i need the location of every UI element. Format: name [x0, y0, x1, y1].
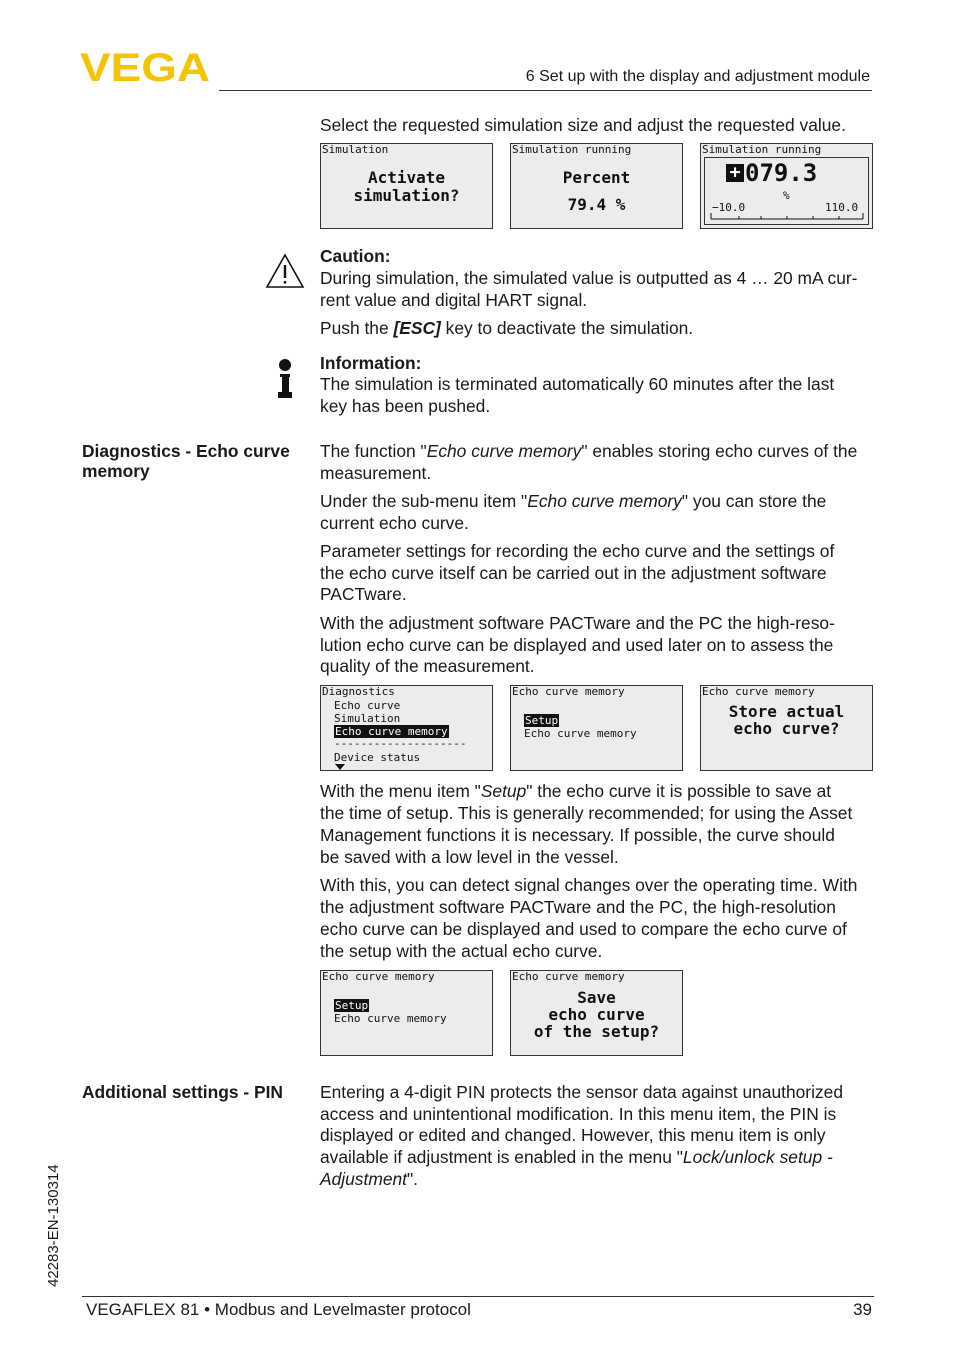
lcd-header: Echo curve memory: [512, 685, 625, 698]
lcd-save-echo: [510, 970, 683, 1056]
em-text: Echo curve memory: [527, 491, 682, 511]
selected-label: Setup: [335, 999, 369, 1012]
menu-item: Device status: [334, 751, 421, 764]
menu-item-selected: [334, 999, 369, 1012]
lcd-line: echo curve: [548, 1005, 645, 1024]
footer-product: VEGAFLEX 81 • Modbus and Levelmaster protocol: [86, 1300, 471, 1319]
echo-p6-line: With this, you can detect signal changes over the operating time. With: [320, 875, 858, 895]
em-text: Echo curve memory: [426, 441, 582, 461]
menu-item-selected: [524, 714, 559, 727]
menu-item: Echo curve memory: [524, 727, 637, 740]
echo-p2-line2: current echo curve.: [320, 513, 469, 533]
doc-id-vertical: 42283-EN-130314: [45, 1164, 62, 1287]
em-text: Adjustment: [320, 1169, 407, 1189]
text: Under the sub-menu item ": [320, 491, 528, 511]
lcd-header: Echo curve memory: [512, 970, 625, 983]
menu-item: Simulation: [334, 712, 401, 725]
lcd-line: simulation?: [353, 186, 460, 205]
lcd-header: Simulation running: [512, 143, 632, 156]
info-icon: [275, 358, 295, 398]
menu-item: Echo curve memory: [334, 1012, 447, 1025]
text: The function ": [320, 441, 427, 461]
lcd-line: Store actual: [728, 702, 845, 721]
lcd-big-value: 079.3: [745, 159, 818, 187]
lcd-line: 79.4 %: [567, 195, 626, 214]
echo-p3-line: Parameter settings for recording the echo curve and the settings of: [320, 541, 835, 561]
push-post: key to deactivate the simulation.: [440, 318, 694, 338]
lcd-header: Simulation: [322, 143, 389, 156]
warning-icon: [265, 253, 305, 289]
lcd-line: Save: [577, 988, 616, 1007]
info-line: key has been pushed.: [320, 396, 491, 416]
side-label-echo: [82, 441, 290, 481]
esc-key: [ESC]: [393, 318, 441, 338]
echo-p4-line: With the adjustment software PACTware and the PC the high-reso-: [320, 613, 835, 633]
em-text: Lock/unlock setup -: [682, 1147, 833, 1167]
lcd-line: of the setup?: [533, 1022, 660, 1041]
svg-text:VEGA: VEGA: [80, 50, 210, 84]
lcd-store-echo: [700, 685, 873, 771]
lcd-header: Diagnostics: [322, 685, 395, 698]
lcd-scale: [709, 212, 867, 220]
vega-logo-graphic: [80, 50, 212, 84]
pin-line: displayed or edited and changed. However, this menu item is only: [320, 1125, 826, 1145]
lcd-header: Echo curve memory: [702, 685, 815, 698]
side-label-line: memory: [82, 461, 150, 481]
intro-text: Select the requested simulation size and adjust the requested value.: [320, 115, 846, 135]
pin-line: [320, 1147, 833, 1169]
section-title: 6 Set up with the display and adjustment module: [525, 68, 870, 85]
echo-p3-line: PACTware.: [320, 584, 407, 604]
footer-rule: [82, 1296, 874, 1297]
text: With the menu item ": [320, 781, 481, 801]
side-label-line: Diagnostics - Echo curve: [82, 441, 290, 461]
text: " you can store the: [681, 491, 827, 511]
echo-p6-line: the adjustment software PACTware and the PC, the high-resolution: [320, 897, 836, 917]
lcd-echo-memory-menu: [510, 685, 683, 771]
text: " enables storing echo curves of the: [581, 441, 858, 461]
echo-p5-line: be saved with a low level in the vessel.: [320, 847, 619, 867]
lcd-scale-max: 110.0: [825, 201, 859, 214]
em-text: Setup: [480, 781, 527, 801]
pin-line: Entering a 4-digit PIN protects the sensor data against unauthorized: [320, 1082, 844, 1102]
lcd-header: Echo curve memory: [322, 970, 435, 983]
echo-p2: [320, 491, 826, 513]
lcd-diagnostics-menu: [320, 685, 493, 771]
lcd-line: echo curve?: [733, 719, 840, 738]
echo-p1: [320, 441, 857, 463]
echo-p4-line: lution echo curve can be displayed and used later on to assess the: [320, 635, 834, 655]
lcd-simulation-percent: [510, 143, 683, 229]
menu-item: Echo curve: [334, 699, 401, 712]
caution-push-text: [320, 318, 693, 340]
text: " the echo curve it is possible to save at: [526, 781, 832, 801]
caution-line: During simulation, the simulated value is outputted as 4 … 20 mA cur-: [320, 268, 858, 288]
caution-line: rent value and digital HART signal.: [320, 290, 588, 310]
echo-p3-line: the echo curve itself can be carried out in the adjustment software: [320, 563, 827, 583]
lcd-unit: %: [783, 189, 790, 202]
lcd-simulation-value: [700, 143, 873, 229]
lcd-echo-memory-menu-2: [320, 970, 493, 1056]
vega-logo: [80, 50, 212, 84]
side-label-pin: Additional settings - PIN: [82, 1082, 283, 1102]
selected-label: Echo curve memory: [335, 725, 448, 738]
info-title: Information:: [320, 353, 422, 373]
echo-p5: [320, 781, 831, 803]
lcd-line: Activate: [367, 168, 446, 187]
page-number: 39: [853, 1300, 872, 1319]
plus-icon: +: [726, 164, 744, 182]
lcd-scale-min: −10.0: [712, 201, 746, 214]
pin-line: access and unintentional modification. In this menu item, the PIN is: [320, 1104, 837, 1124]
menu-separator: --------------------: [334, 737, 467, 750]
echo-p4-line: quality of the measurement.: [320, 656, 535, 676]
lcd-header: Simulation running: [702, 143, 822, 156]
text: available if adjustment is enabled in the menu ": [320, 1147, 683, 1167]
echo-p5-line: the time of setup. This is generally recommended; for using the Asset: [320, 803, 853, 823]
selected-label: Setup: [525, 714, 559, 727]
text: ".: [407, 1169, 419, 1189]
info-line: The simulation is terminated automatically 60 minutes after the last: [320, 374, 835, 394]
scroll-down-icon: [335, 764, 345, 770]
lcd-activate-simulation: [320, 143, 493, 229]
echo-p1-line2: measurement.: [320, 463, 432, 483]
echo-p6-line: the setup with the actual echo curve.: [320, 941, 603, 961]
caution-title: Caution:: [320, 246, 391, 266]
echo-p6-line: echo curve can be displayed and used to compare the echo curve of: [320, 919, 847, 939]
pin-line: [320, 1169, 418, 1191]
echo-p5-line: Management functions it is necessary. If possible, the curve should: [320, 825, 835, 845]
header-rule: [219, 90, 872, 91]
lcd-line: Percent: [562, 168, 631, 187]
push-pre: Push the: [320, 318, 394, 338]
